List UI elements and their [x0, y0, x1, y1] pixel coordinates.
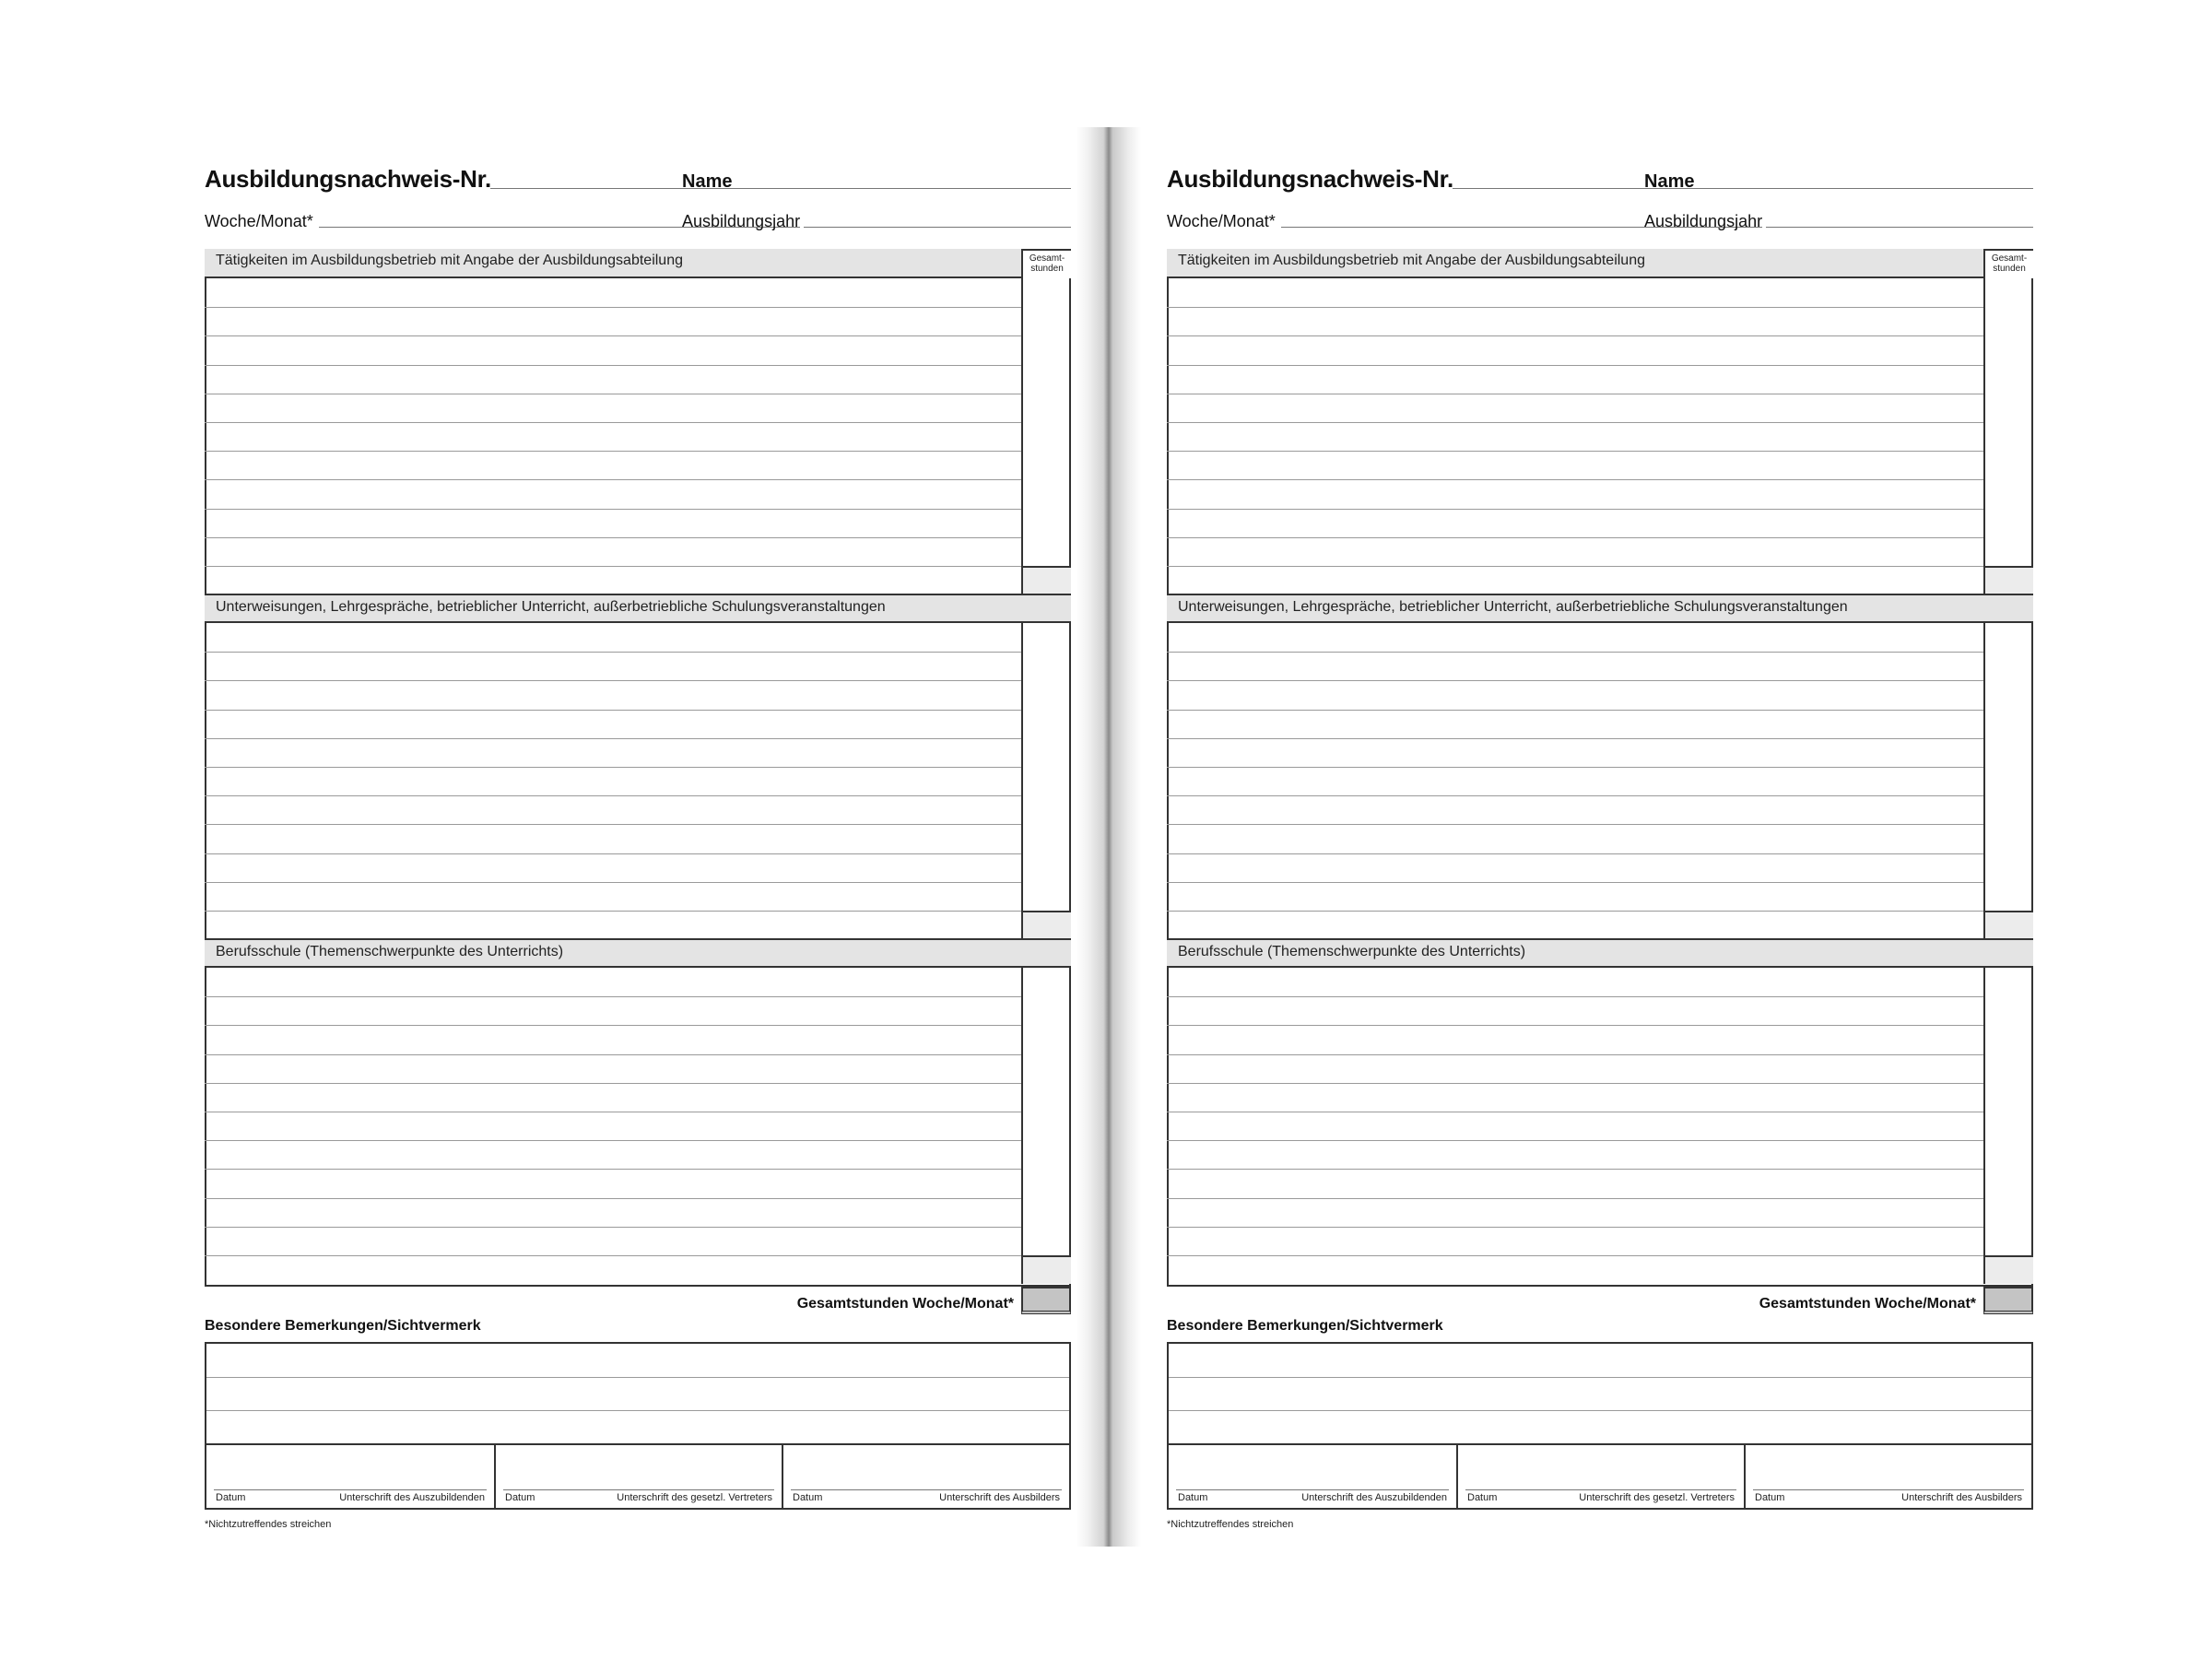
entry-line[interactable]: [1167, 1198, 1983, 1199]
gesamtstunden-total-field[interactable]: [1021, 1287, 1071, 1314]
signature-cell[interactable]: [1744, 1445, 2031, 1508]
remarks-line[interactable]: [206, 1410, 1069, 1411]
entry-line[interactable]: [205, 996, 1021, 997]
entry-line[interactable]: [1167, 307, 1983, 308]
ausbildungsjahr-label: Ausbildungsjahr: [1644, 212, 1763, 230]
form-page-left: [205, 0, 1071, 1659]
signature-cell[interactable]: [206, 1445, 494, 1508]
section-title: Tätigkeiten im Ausbildungsbetrieb mit Angabe der Ausbildungsabteilung: [216, 253, 683, 268]
hours-column[interactable]: [1021, 623, 1023, 911]
entry-line[interactable]: [1167, 795, 1983, 796]
name-field[interactable]: [1700, 188, 2033, 189]
book-spine: [1077, 127, 1141, 1547]
entry-line[interactable]: [1167, 566, 1983, 567]
activity-grid: [205, 249, 1071, 1287]
page-title: Ausbildungsnachweis-Nr.: [1167, 165, 1453, 193]
signature-line: [1176, 1489, 1449, 1490]
entry-line[interactable]: [1167, 509, 1983, 510]
entry-line[interactable]: [205, 1169, 1021, 1170]
entry-line[interactable]: [1167, 537, 1983, 538]
signature-label: Unterschrift des Auszubildenden: [1301, 1492, 1447, 1503]
bemerkungen-label: Besondere Bemerkungen/Sichtvermerk: [205, 1318, 481, 1334]
name-label: Name: [682, 171, 733, 192]
footnote: *Nichtzutreffendes streichen: [205, 1519, 332, 1530]
entry-line[interactable]: [205, 537, 1021, 538]
hours-column[interactable]: [1021, 278, 1023, 566]
entry-line[interactable]: [205, 738, 1021, 739]
signature-label: Unterschrift des Ausbilders: [939, 1492, 1060, 1503]
section-header: [1167, 938, 2033, 968]
section-hours-total[interactable]: [1021, 1255, 1071, 1284]
entry-line[interactable]: [1167, 335, 1983, 336]
datum-label: Datum: [216, 1492, 246, 1503]
entry-line[interactable]: [1167, 365, 1983, 366]
entry-line[interactable]: [205, 1054, 1021, 1055]
entry-line[interactable]: [1167, 824, 1983, 825]
section-hours-total[interactable]: [1983, 911, 2033, 939]
datum-label: Datum: [793, 1492, 823, 1503]
grid-frame: [205, 249, 1071, 1287]
signature-line: [503, 1489, 774, 1490]
section-hours-total[interactable]: [1983, 566, 2033, 594]
entry-line[interactable]: [205, 767, 1021, 768]
gesamtstunden-label: Gesamtstunden Woche/Monat*: [1759, 1296, 1976, 1312]
signature-block: [1167, 1342, 2033, 1510]
entry-line[interactable]: [205, 479, 1021, 480]
entry-line[interactable]: [205, 307, 1021, 308]
entry-line[interactable]: [205, 1198, 1021, 1199]
entry-line[interactable]: [1167, 479, 1983, 480]
activity-grid: [1167, 249, 2033, 1287]
woche-monat-label: Woche/Monat*: [1167, 212, 1276, 230]
datum-label: Datum: [1178, 1492, 1208, 1503]
section-header: [205, 938, 1071, 968]
gesamtstunden-total-field[interactable]: [1983, 1287, 2033, 1314]
hours-column[interactable]: [1021, 968, 1023, 1255]
entry-line[interactable]: [205, 509, 1021, 510]
signature-cell[interactable]: [1456, 1445, 1744, 1508]
bemerkungen-label: Besondere Bemerkungen/Sichtvermerk: [1167, 1318, 1443, 1334]
entry-line[interactable]: [1167, 1025, 1983, 1026]
signature-line: [1465, 1489, 1736, 1490]
entry-line[interactable]: [1167, 853, 1983, 854]
entry-line[interactable]: [205, 795, 1021, 796]
entry-line[interactable]: [1167, 451, 1983, 452]
name-field[interactable]: [737, 188, 1071, 189]
entry-line[interactable]: [205, 652, 1021, 653]
entry-line[interactable]: [205, 911, 1021, 912]
entry-line[interactable]: [205, 853, 1021, 854]
gesamtstunden-header: Gesamt- stunden: [1021, 251, 1071, 278]
datum-label: Datum: [505, 1492, 535, 1503]
section-title: Unterweisungen, Lehrgespräche, betrieblicher Unterricht, außerbetriebliche Schulungsveranstaltungen: [216, 599, 886, 615]
signature-cell[interactable]: [782, 1445, 1069, 1508]
signature-line: [1753, 1489, 2024, 1490]
entry-line[interactable]: [1167, 1140, 1983, 1141]
entry-line[interactable]: [205, 365, 1021, 366]
datum-label: Datum: [1755, 1492, 1785, 1503]
entry-line[interactable]: [205, 1140, 1021, 1141]
entry-line[interactable]: [1167, 1227, 1983, 1228]
remarks-line[interactable]: [1169, 1377, 2031, 1378]
signature-block: [205, 1342, 1071, 1510]
section-hours-total[interactable]: [1021, 911, 1071, 939]
signature-label: Unterschrift des Ausbilders: [1901, 1492, 2022, 1503]
form-page-right: [1167, 0, 2033, 1659]
woche-monat-label: Woche/Monat*: [205, 212, 313, 230]
entry-line[interactable]: [205, 422, 1021, 423]
entry-line[interactable]: [1167, 1255, 1983, 1256]
entry-line[interactable]: [1167, 911, 1983, 912]
section-hours-total[interactable]: [1021, 566, 1071, 594]
entry-line[interactable]: [1167, 652, 1983, 653]
ausbildungsjahr-field[interactable]: [1766, 227, 2033, 228]
page-title: Ausbildungsnachweis-Nr.: [205, 165, 491, 193]
section-title: Berufsschule (Themenschwerpunkte des Unterrichts): [1178, 944, 1526, 959]
section-title: Tätigkeiten im Ausbildungsbetrieb mit Angabe der Ausbildungsabteilung: [1178, 253, 1645, 268]
entry-line[interactable]: [205, 1227, 1021, 1228]
ausbildungsjahr-field[interactable]: [804, 227, 1071, 228]
datum-label: Datum: [1467, 1492, 1498, 1503]
entry-line[interactable]: [1167, 680, 1983, 681]
section-title: Berufsschule (Themenschwerpunkte des Unterrichts): [216, 944, 564, 959]
entry-line[interactable]: [1167, 422, 1983, 423]
hours-column[interactable]: [1983, 623, 1985, 911]
entry-line[interactable]: [205, 1083, 1021, 1084]
remarks-line[interactable]: [206, 1377, 1069, 1378]
signature-label: Unterschrift des gesetzl. Vertreters: [1579, 1492, 1735, 1503]
entry-line[interactable]: [1167, 1083, 1983, 1084]
signature-line: [791, 1489, 1062, 1490]
entry-line[interactable]: [1167, 767, 1983, 768]
entry-line[interactable]: [205, 1025, 1021, 1026]
entry-line[interactable]: [205, 566, 1021, 567]
entry-line[interactable]: [1167, 1169, 1983, 1170]
footnote: *Nichtzutreffendes streichen: [1167, 1519, 1294, 1530]
gesamtstunden-header: Gesamt- stunden: [1983, 251, 2033, 278]
section-header: [1167, 594, 2033, 623]
section-hours-total[interactable]: [1983, 1255, 2033, 1284]
section-header: [205, 594, 1071, 623]
grid-frame: [1167, 249, 2033, 1287]
signature-cell[interactable]: [1169, 1445, 1456, 1508]
ausbildungsjahr-label: Ausbildungsjahr: [682, 212, 801, 230]
signature-label: Unterschrift des gesetzl. Vertreters: [617, 1492, 772, 1503]
entry-line[interactable]: [205, 335, 1021, 336]
name-label: Name: [1644, 171, 1695, 192]
entry-line[interactable]: [205, 824, 1021, 825]
signature-line: [214, 1489, 487, 1490]
entry-line[interactable]: [205, 451, 1021, 452]
section-header: [205, 249, 1021, 278]
hours-column[interactable]: [1983, 968, 1985, 1255]
entry-line[interactable]: [1167, 1054, 1983, 1055]
entry-line[interactable]: [205, 882, 1021, 883]
signature-cell[interactable]: [494, 1445, 782, 1508]
signature-label: Unterschrift des Auszubildenden: [339, 1492, 485, 1503]
section-header: [1167, 249, 1983, 278]
entry-line[interactable]: [1167, 996, 1983, 997]
section-title: Unterweisungen, Lehrgespräche, betrieblicher Unterricht, außerbetriebliche Schulungsveranstaltungen: [1178, 599, 1848, 615]
hours-column[interactable]: [1983, 278, 1985, 566]
gesamtstunden-label: Gesamtstunden Woche/Monat*: [796, 1296, 1014, 1312]
entry-line[interactable]: [1167, 738, 1983, 739]
entry-line[interactable]: [1167, 710, 1983, 711]
remarks-line[interactable]: [1169, 1410, 2031, 1411]
entry-line[interactable]: [205, 1255, 1021, 1256]
entry-line[interactable]: [205, 680, 1021, 681]
entry-line[interactable]: [205, 710, 1021, 711]
entry-line[interactable]: [1167, 882, 1983, 883]
